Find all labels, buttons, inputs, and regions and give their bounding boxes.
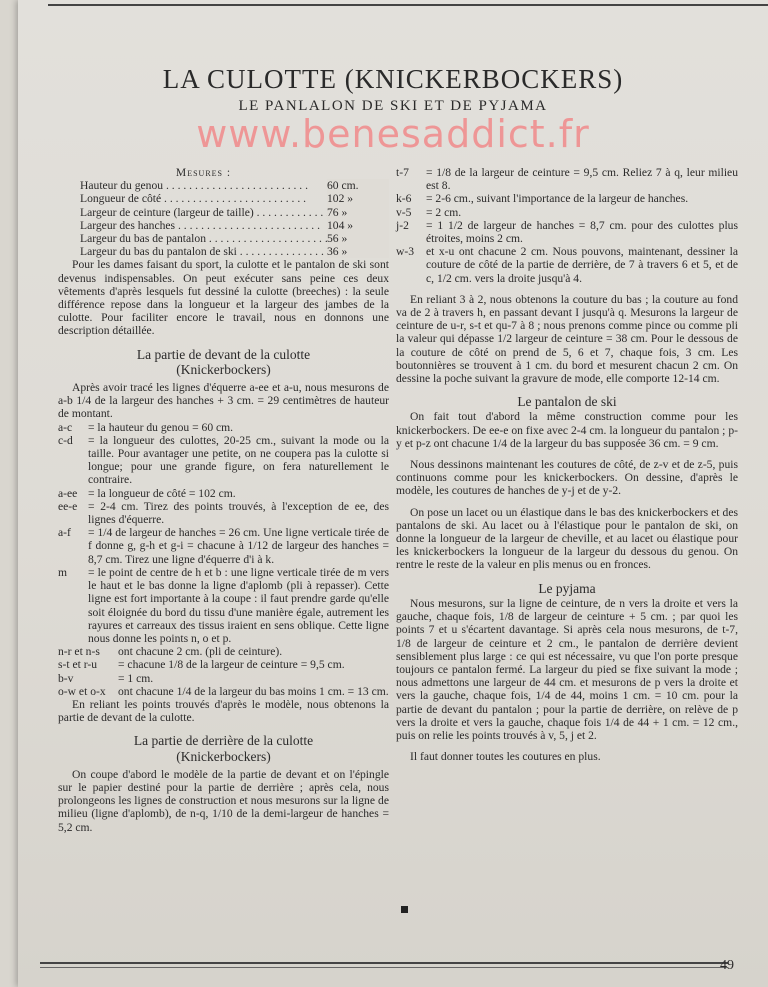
right-column [396,166,738,763]
devant-outro: En reliant les points trouvés d'après le modèle, nous obtenons la partie de devant de la culotte. [58,697,389,725]
definition-row: ee-e = 2-4 cm. Tirez des points trouvés, à l'exception de ee, des lignes d'équerre. [58,499,389,527]
ski-paragraph-1: On fait tout d'abord la même construction comme pour les knickerbockers. De ee-e on fixe avec 2-4 cm. la longueur du pantalon ; p-y et p-z ont chacune 1/4 de la largeur du bas supposée 36 cm. = 9 cm. [396,410,738,450]
derriere-paragraph: On coupe d'abord le modèle de la partie de devant et on l'épingle sur le papier destiné pour la partie de derrière ; après cela, nous prolongeons les lignes de construction et nous mesurons sur la ligne de milieu (ligne d'aplomb), de n-q, 1/10 de la demi-largeur de hanches = 5,2 cm. [58,767,389,834]
construction-paragraph: En reliant 3 à 2, nous obtenons la couture du bas ; la couture au fond va de 2 à travers h, en passant devant I jusqu'à q. Mesurons la largeur de ceinture de u-r, s-t et qu-7 à 8 ; nous prenons comme pince ou comme pli la valeur qui dépasse 1/2 largeur de ceinture = 38 cm. Pour le dessous de la couture de côté on prend de 5, 6 et 7, chaque fois, 3 cm. Les boutonnières se trouvent à 1 cm. du bord et mesurent chacun 2 cm. On dessine la poche suivant la gravure de mode, elle comporte 12-14 cm. [396,292,738,386]
pyjama-paragraph-1: Nous mesurons, sur la ligne de ceinture, de n vers la droite et vers la gauche, chaque fois, 1/8 de largeur de ceinture + 5 cm. ; par quoi les points 7 et u s'écartent davantage. Si après cela nous mesurons, de t-7, 1/8 de largeur de ceinture et 2 cm., le pantalon de derrière devient sensiblement plus large : ce qui est nécessaire, vu que l'on porte presque toujours ce pantalon fermé. La largeur du pied se fixe suivant la mode ; nous admettons une largeur de 44 cm. et mesurons de p vers la droite et vers la gauche, chaque fois, 1/4 de 44, moins 1 cm. = 10 cm. pour la partie de devant du pantalon ; pour la partie de derrière, on relève de p vers la droite et vers la gauche, chaque fois 1/4 de 44 + 1 cm. = 12 cm., puis on relie les points trouvés à v, 5, j et 2. [396,596,738,742]
definition-row: m = le point de centre de h et b : une ligne verticale tirée de m vers le haut et le bas donne la ligne d'aplomb (pli à repasser). Cette ligne est fort importante à la coupe : il faut prendre garde qu'elle soit éloignée du bord du tissu d'une manière égale, autrement les rayures et carreaux des tissus iraient en sens oblique. Cette ligne nous donne les points n, o et p. [58,565,389,645]
ski-heading: Le pantalon de ski [517,394,617,410]
ski-paragraph-3: On pose un lacet ou un élastique dans le bas des knickerbockers et des pantalons de ski. Au lacet ou à l'élastique pour le pantalon de ski, on donne la longueur de la largeur de cheville, et au lacet ou élastique pour les knickerbockers la longueur de la largeur du dessous du genou. On rentre le reste de la valeur en plis menus ou en fronces. [396,505,738,572]
end-mark [401,906,408,913]
intro-paragraph: Pour les dames faisant du sport, la culotte et le pantalon de ski sont devenus indispensables. On peut exécuter sans peine ces deux vêtements d'après lesquels fut dessiné la culotte (breeches) : la seule différence repose dans la longueur et la largeur des jambes de la culotte. Pour faciliter encore le travail, nous en donnons une description détaillée. [58,258,389,338]
mesure-row: Largeur du bas de pantalon . . . 56 » [80,232,389,245]
pyjama-heading: Le pyjama [538,580,596,596]
definition-row: w-3 et x-u ont chacune 2 cm. Nous pouvons, maintenant, dessiner la couture de côté de la partie de derrière, de 7 à travers 6 et 5, et de c, 1/2 cm. vers la droite jusqu'à 4. [396,245,738,285]
definition-row: a-c = la hauteur du genou = 60 cm. [58,420,234,434]
definition-row: b-v = 1 cm. [58,671,154,685]
pyjama-paragraph-2: Il faut donner toutes les coutures en plus. [410,750,601,764]
derriere-heading: La partie de derrière de la culotte [133,733,314,749]
definition-row: s-t et r-u = chacune 1/8 de la largeur de ceinture = 9,5 cm. [58,658,345,672]
definition-row: o-w et o-x ont chacune 1/4 de la largeur du bas moins 1 cm. = 13 cm. [58,684,389,698]
magazine-page [18,0,768,987]
footer-rule [40,962,728,964]
page-title: LA CULOTTE (KNICKERBOCKERS) [162,64,624,94]
mesures-heading: Mesures : [175,166,232,179]
definition-row: v-5 = 2 cm. [396,205,462,219]
page-subtitle: LE PANLALON DE SKI ET DE PYJAMA [238,98,548,114]
mesures-list [58,179,389,258]
watermark: www.benesaddict.fr [196,112,590,156]
definition-row: n-r et n-s ont chacune 2 cm. (pli de ceinture). [58,645,283,659]
top-rule [48,4,768,6]
mesure-row: Largeur des hanches . . . 104 » [80,219,389,232]
devant-intro: Après avoir tracé les lignes d'équerre a-ee et a-u, nous mesurons de a-b 1/4 de la largeur des hanches + 3 cm. = 29 centimètres de hauteur de montant. [58,381,389,421]
mesure-row: Hauteur du genou . . . 60 cm. [80,179,389,192]
left-column [58,166,389,834]
definition-row: j-2 = 1 1/2 de largeur de hanches = 8,7 cm. pour des culottes plus étroites, moins 2 cm. [396,218,738,246]
definition-row: t-7 = 1/8 de la largeur de ceinture = 9,5 cm. Reliez 7 à q, leur milieu est 8. [396,166,738,193]
definition-row: k-6 = 2-6 cm., suivant l'importance de la largeur de hanches. [396,192,689,206]
footer-rule-thin [40,967,728,968]
page-number: 49 [720,958,734,973]
devant-subheading: (Knickerbockers) [176,361,271,377]
ski-paragraph-2: Nous dessinons maintenant les coutures de côté, de z-v et de z-5, puis continuons comme pour les knickerbockers. On dessine, d'après le modèle, les coutures de hanches de y-j et de y-2. [396,458,738,498]
definition-row: a-f = 1/4 de largeur de hanches = 26 cm. Une ligne verticale tirée de f donne g, g-h et g-i = chacune à 1/12 de largeur des hanches = 8,7 cm. Tirez une ligne d'équerre d'i à k. [58,526,389,566]
definition-row: a-ee = la longueur de côté = 102 cm. [58,486,236,500]
devant-heading: La partie de devant de la culotte [136,346,311,362]
mesure-row: Largeur du bas du pantalon de ski . . . 36 » [80,245,389,258]
mesure-row: Largeur de ceinture (largeur de taille) . . . 76 » [80,206,389,219]
derriere-subheading: (Knickerbockers) [176,748,271,764]
definition-row: c-d = la longueur des culottes, 20-25 cm., suivant la mode ou la taille. Pour avantager une petite, on ne coupera pas la culotte si longue; pour une grande figure, on fera naturellement le contraire. [58,433,389,487]
mesure-row: Longueur de côté . . . 102 » [80,192,389,205]
